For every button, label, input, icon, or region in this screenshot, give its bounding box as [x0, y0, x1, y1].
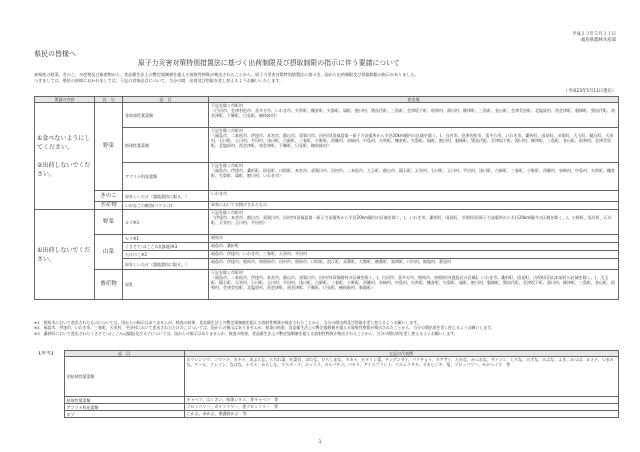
intro-paragraph-2: つきましては、県民の皆様におかれましては、下記の対象品目について、当分の間、出荷及び摂取を差し控えるようお願いいたします。	[34, 78, 284, 83]
header-info	[572, 32, 616, 44]
table-row	[34, 404, 618, 411]
place-cell: 福島市、桑折町	[209, 243, 619, 251]
intro-paragraph-1: 本県産の野菜、きのこ、水産物及び畜産物から、食品衛生法上の暫定規制値を超える放射性物質が検出されたことから、原子力災害対策特別措置法に基づき、国から出荷制限及び摂取制限の指示がありました。	[34, 72, 419, 77]
place-cell: 下記を除く市町村 （白河市、会津若松市、喜多方市、いわき市、矢吹町、棚倉町、矢祭町、塙町、鮫川村、猪苗代町、三島町、会津坂下町、昭和村、湯川村、柳津町、三島町、金山町、会津美里町、北塩原村、西会津町、磐梯町、猪苗代町、南会津町、下郷町、只見町、檜枝岐村）	[209, 103, 619, 128]
ref-examples-cell: こかぶ、赤かぶ、聖護院かぶ 等	[184, 411, 618, 418]
page-number: 1	[318, 440, 322, 445]
place-cell: 下記を除く市町村 （福島市、二本松市、伊達市、本宮市、郡山市、須賀川市、田村市(旧都路村の区域を除く。)、白河市、喜多方市、相馬市、南相馬市(鹿島区の区域)、いわき市、桑折町、国見町、川俣町(旧山木屋村の区域を除く。)、大玉町、鏡石町、天栄村、石川町、玉川村、平田村、浅川町、古殿町、三春町、小野町、西郷村、泉崎村、中島村、矢吹町、棚倉町、矢祭町、塙町、鮫川村、磐梯町、猪苗代町、会津坂下町、湯川村、柳津町、三島町、金山町、昭和村、会津美里町、北塩原村、西会津町、南会津町、下郷町、只見町、檜枝岐村、新地町）	[209, 270, 619, 300]
category-marine: 水産物	[95, 202, 123, 210]
table-row	[35, 235, 619, 243]
item-cell: たけのこ※2	[123, 251, 209, 259]
header-org: 福島県農林水産部	[580, 38, 616, 43]
category-livestock: 畜産物	[95, 270, 123, 300]
place-cell: 本県において水揚げされたもの	[209, 202, 619, 210]
item-cell: 原木しいたけ（露地栽培に限る。）	[123, 259, 209, 270]
item-cell: 原木しいたけ（露地栽培に限る。）	[123, 191, 209, 202]
header-date: 平成２３年５月１１日	[572, 32, 616, 37]
ref-examples-cell: ブロッコリー、カリフラワー、茎ブロッコリー 等	[184, 404, 618, 411]
table-row	[35, 270, 619, 300]
footnotes	[34, 320, 618, 336]
category-wild-plants: 山菜	[95, 235, 123, 270]
place-cell: 下記を除く市町村 （福島市、伊達市、桑折町、国見町、川俣町、本宮市、須賀川市、田村市、二本松市、大玉町、郡山市、鏡石町、天栄村、石川町、玉川村、平田村、浅川町、古殿町、三春町、小野町、西郷村、泉崎村、中島村、矢吹町、棚倉町、矢祭町、塙町、鮫川村、いわき市）	[209, 163, 619, 191]
item-cell: カブ※3	[123, 210, 209, 235]
ref-item-cell: 非結球性葉菜類	[64, 357, 184, 397]
place-cell: 福島市、伊達市、いわき市、三春町、天栄村、平田村	[209, 251, 619, 259]
table-row	[35, 243, 619, 251]
item-cell: 原乳	[123, 270, 209, 300]
ref-header-item: 品 目	[64, 351, 184, 357]
header-request: 要請の内容	[35, 97, 95, 103]
item-cell: 非結球性葉菜類	[123, 103, 209, 128]
ref-item-cell: カブ	[64, 411, 184, 418]
footnote-3: ※3 桑折町において産出されたくさそてつ(こごみ)(露地)及びカブについては、国からの指示はありませんが、検査の結果、食品衛生法上の暫定規制値を超える放射性物質が検出されたことから、当分の間出荷を差し控えるようお願いします。	[34, 330, 458, 336]
place-cell: 相馬市	[209, 235, 619, 243]
reference-label: 【参考】	[34, 351, 64, 357]
place-cell: 下記を除く市町村 （福島市、二本松市、伊達市、本宮市、郡山市、須賀川市、田村市(旧福島第一原子力発電所から半径20km圏内の区域を除く。)、白河市、会津若松市、喜多方市、いわき市、桑折町、国見町、川俣町、大玉町、鏡石町、天栄村、石川町、玉川村、平田村、浅川町、古殿町、三春町、小野町、西郷村、泉崎村、中島村、矢吹町、棚倉町、矢祭町、塙町、鮫川村、磐梯町、猪苗代町、会津坂下町、湯川村、柳津町、三島町、金山町、昭和村、会津美里町、北塩原村、西会津町、南会津町、下郷町、只見町、檜枝岐村）	[209, 128, 619, 163]
ref-examples-cell: ホウレンソウ、コマツナ、カキナ、あぶらな、ちぢれ菜、紅菜苔、ぼたな、ひろしまな、タカナ、ビタミン菜、チンゲンサイ、パクチョイ、タアサイ、たかな、かつおな、サイシン、しろな、みずな、みぶな、ふき、みつば、ヨメナ、つまみな、ケール、クレソン、なばな、ナズナ、からしな、マスタード、ルッコラ、セルバチコ、パセリ、アイスプラント、ツルムラサキ、オカヒジキ、菊、ブロッコリー、モロヘイヤ 等	[184, 357, 618, 397]
document-title: 原子力災害対策特別措置法に基づく出荷制限及び摂取制限の指示に伴う要請について	[138, 59, 400, 67]
place-cell: 下記を除く市町村 （伊達市、本宮市、郡山市、須賀川市、田村市(旧福島第一原子力発電所から半径20km圏内の区域を除く。)、いわき市、桑折町、国見町、川俣町(旧原子力発電所から半径20km圏内の区域を除く。)、小野町、浅川町、石川町、天栄村、玉川村、平田村）	[209, 210, 619, 235]
restriction-table	[34, 96, 619, 300]
table-row	[34, 411, 618, 418]
table-row	[35, 191, 619, 202]
item-cell: セリ※1	[123, 235, 209, 243]
reference-table	[34, 350, 619, 418]
greeting: 県民の皆様へ	[34, 50, 76, 58]
table-row	[35, 210, 619, 235]
item-cell: いかなごの稚魚(コウナゴ)	[123, 202, 209, 210]
table-row	[35, 103, 619, 128]
table-row	[35, 251, 619, 259]
footnote-2: ※2 福島市、伊達市、いわき市、三春町、天栄村、平田村において産出されたたけのこについては、国からの指示はありませんが、検査の結果、食品衛生法上の暫定規制値を超える放射性物質が検出されたことから、当分の間出荷を差し控えるようお願いします。	[34, 325, 495, 331]
table-row	[34, 397, 618, 404]
table-row	[35, 202, 619, 210]
ref-item-cell: アブラナ科花蕾類	[64, 404, 184, 411]
category-vegetables-2: 野菜	[95, 210, 123, 235]
ref-examples-cell: キャベツ、はくさい、結球レタス、芽キャベツ 等	[184, 397, 618, 404]
category-vegetables: 野菜	[95, 103, 123, 191]
place-cell: 福島市、伊達市、相馬市、南相馬市、田村市、相馬市、川俣町、浪江町、双葉町、大熊町、楢葉町、富岡町、川内村、飯舘村、葛尾村	[209, 259, 619, 270]
header-item: 品 目	[123, 97, 209, 103]
item-cell: くさそてつ(こごみ)(露地)※3	[123, 243, 209, 251]
ref-header-examples: 左記の代表例	[184, 351, 618, 357]
header-category: 区 分	[95, 97, 123, 103]
table-row	[35, 163, 619, 191]
header-place: 産出地	[209, 97, 619, 103]
intro-text	[34, 72, 614, 84]
place-cell: いわき市	[209, 191, 619, 202]
category-mushroom: きのこ	[95, 191, 123, 202]
request-cell-2: ①出荷しないでください。	[35, 210, 95, 300]
table-row	[35, 128, 619, 163]
ref-item-cell: 結球性葉菜類	[64, 397, 184, 404]
table-row	[35, 259, 619, 270]
table-row	[34, 357, 618, 397]
footnote-1: ※1 相馬市において産出されたものについては、国からの指示はありませんが、検査の結果、食品衛生法上の暫定規制値を超える放射性物質が検出されたことから、当分の間出荷及び摂取を差し控えるようお願いします。	[34, 320, 421, 325]
as-of-date: （平成23年5月11日現在）	[563, 89, 616, 94]
item-cell: アブラナ科花蕾類	[123, 163, 209, 191]
request-cell-1: ①食べないようにしてください。 ②出荷しないでください。	[35, 103, 95, 210]
item-cell: 結球性葉菜類	[123, 128, 209, 163]
